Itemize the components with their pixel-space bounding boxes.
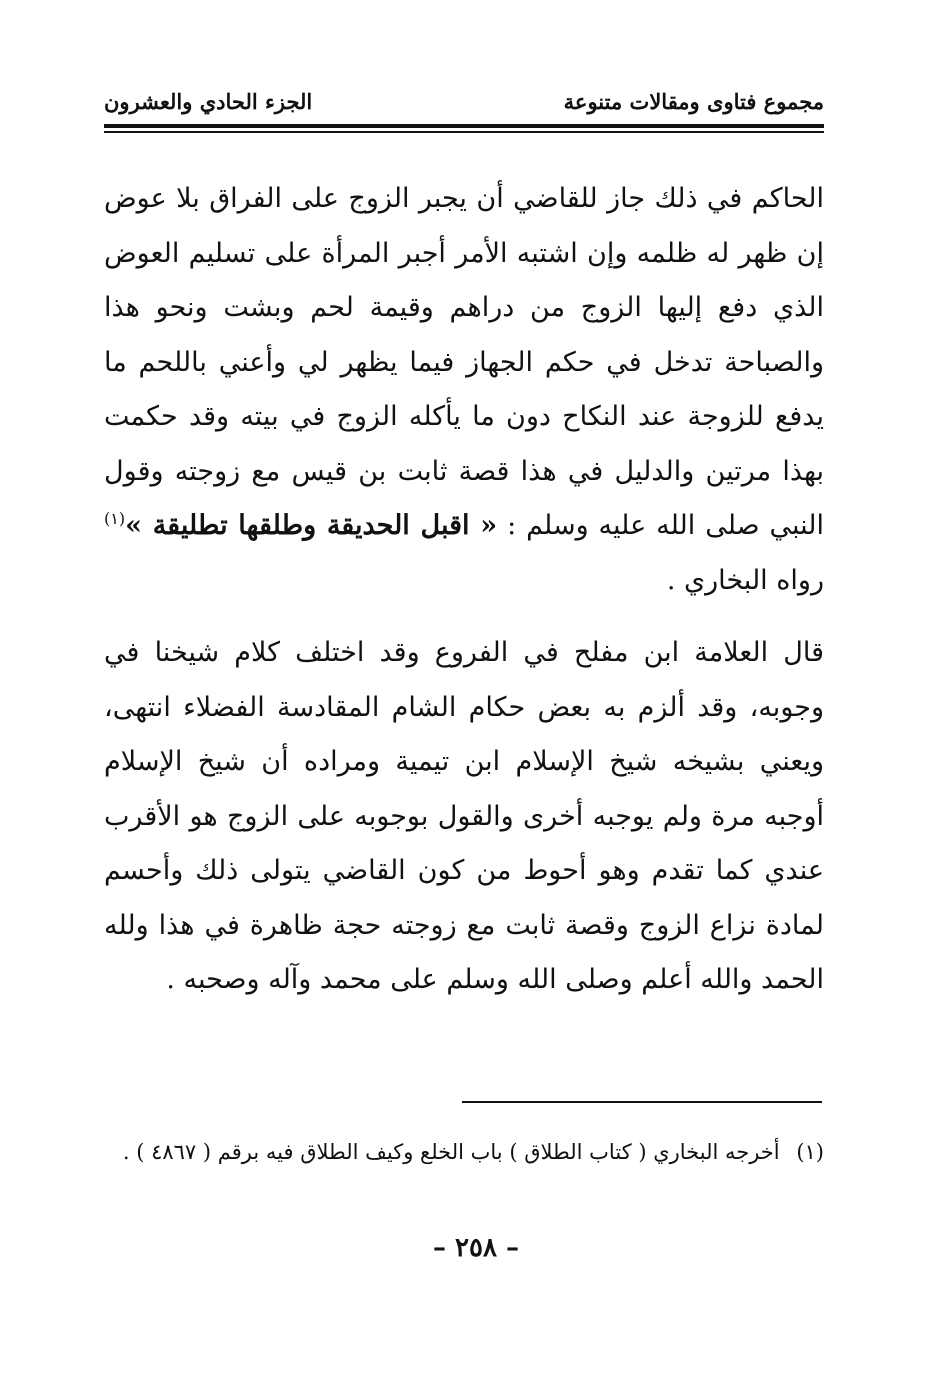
footnote-text: أخرجه البخاري ( كتاب الطلاق ) باب الخلع وكيف الطلاق فيه برقم ( ٤٨٦٧ ) . (122, 1140, 780, 1164)
header-rule-thin (104, 131, 824, 133)
header-rule-thick (104, 124, 824, 128)
hadith-quote: « اقبل الحديقة وطلقها تطليقة » (125, 510, 498, 541)
footnote-divider (462, 1101, 822, 1103)
paragraph-1-text: الحاكم في ذلك جاز للقاضي أن يجبر الزوج على الفراق بلا عوض إن ظهر له ظلمه وإن اشتبه الأمر أجبر المرأة على تسليم العوض الذي دفع إليها الزوج من دراهم وقيمة لحم وبشت ونحو هذا والصباحة تدخل في حكم الجهاز فيما يظهر لي وأعني باللحم ما يدفع للزوجة عند النكاح دون ما يأكله الزوج في بيته وقد حكمت بهذا مرتين والدليل في هذا قصة ثابت بن قيس مع زوجته وقول النبي صلى الله عليه وسلم : (104, 183, 824, 541)
paragraph-2: قال العلامة ابن مفلح في الفروع وقد اختلف كلام شيخنا في وجوبه، وقد ألزم به بعض حكام الشام المقادسة الفضلاء انتهى، ويعني بشيخه شيخ الإسلام ابن تيمية ومراده أن شيخ الإسلام أوجبه مرة ولم يوجبه أخرى والقول بوجوبه على الزوج هو الأقرب عندي كما تقدم وهو أحوط من كون القاضي يتولى ذلك وأحسم لمادة نزاع الزوج وقصة ثابت مع زوجته حجة ظاهرة في هذا ولله الحمد والله أعلم وصلى الله وسلم على محمد وآله وصحبه . (104, 637, 824, 995)
volume-label: الجزء الحادي والعشرون (104, 89, 313, 114)
footnote (104, 1134, 824, 1170)
running-header (104, 86, 824, 120)
page-number: – ٢٥٨ – (432, 1233, 520, 1263)
paragraph-1 (104, 172, 824, 608)
book-title: مجموع فتاوى ومقالات متنوعة (563, 89, 824, 114)
footnote-reference: (١) (104, 509, 126, 528)
footnote-marker: (١) (796, 1140, 824, 1164)
paragraph-1-ending: رواه البخاري . (666, 564, 824, 596)
main-text (104, 172, 824, 1008)
